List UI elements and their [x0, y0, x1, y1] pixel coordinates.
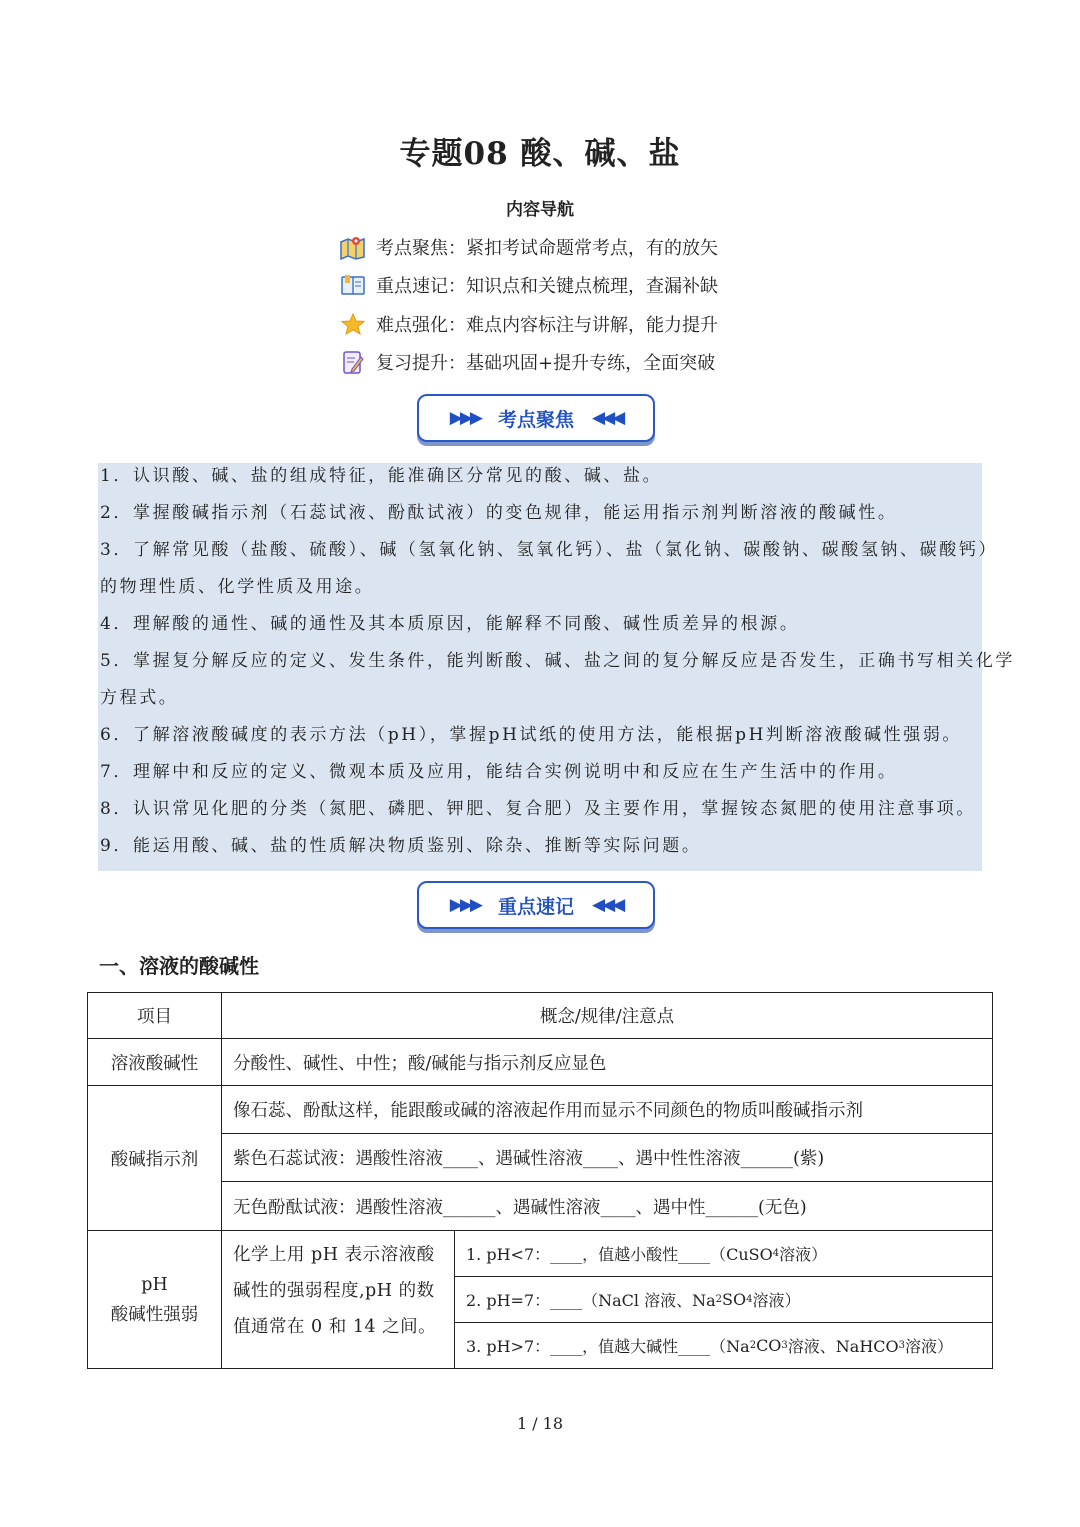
document-title: 专题08 酸、碱、盐 [399, 136, 681, 172]
row-text-acidity: 分酸性、碱性、中性；酸/碱能与指示剂反应显色 [221, 1038, 993, 1086]
objective-line: 4．理解酸的通性、碱的通性及其本质原因，能解释不同酸、碱性质差异的根源。 [100, 614, 800, 634]
objective-line: 2．掌握酸碱指示剂（石蕊试液、酚酞试液）的变色规律，能运用指示剂判断溶液的酸碱性。 [100, 503, 898, 523]
star-icon [338, 309, 368, 339]
ph-item-acidic: 1. pH<7：____，值越小酸性____（CuSO 4 溶液） [454, 1230, 993, 1277]
objective-line: 的物理性质、化学性质及用途。 [100, 577, 375, 597]
objective-line: 9．能运用酸、碱、盐的性质解决物质鉴别、除杂、推断等实际问题。 [100, 836, 702, 856]
book-icon [338, 270, 368, 300]
ph-item-neutral: 2. pH=7：____（NaCl 溶液、Na 2 SO 4 溶液） [454, 1276, 993, 1323]
page-number: 1 / 18 [516, 1414, 564, 1433]
ph-note: 化学上用 pH 表示溶液酸碱性的强弱程度,pH 的数值通常在 0 和 14 之间。 [221, 1230, 455, 1369]
section-banner-notes [417, 881, 655, 929]
objective-line: 1．认识酸、碱、盐的组成特征，能准确区分常见的酸、碱、盐。 [100, 466, 663, 486]
table-header-item: 项目 [87, 992, 222, 1039]
indicator-definition: 像石蕊、酚酞这样，能跟酸或碱的溶液起作用而显示不同颜色的物质叫酸碱指示剂 [221, 1085, 993, 1134]
nav-item-focus [338, 228, 758, 266]
acidity-table [87, 992, 993, 1369]
nav-item-text: 难点强化：难点内容标注与讲解，能力提升 [376, 314, 718, 336]
arrows-right-icon: ▶▶▶ [449, 895, 480, 915]
objective-line: 5．掌握复分解反应的定义、发生条件，能判断酸、碱、盐之间的复分解反应是否发生，正确书写相关化学 [100, 651, 1016, 671]
row-label-indicator: 酸碱指示剂 [87, 1085, 222, 1231]
nav-item-text: 重点速记：知识点和关键点梳理，查漏补缺 [376, 276, 718, 298]
content-navigation-list [338, 228, 758, 381]
objective-line: 方程式。 [100, 688, 179, 708]
phenolphthalein-colors: 无色酚酞试液：遇酸性溶液______、遇碱性溶液____、遇中性______(无色) [221, 1181, 993, 1231]
section-banner-focus [417, 394, 655, 442]
banner-label: 考点聚焦 [497, 408, 574, 431]
ph-item-basic: 3. pH>7：____，值越大碱性____（Na 2 CO 3 溶液、NaHCO 3 溶液） [454, 1322, 993, 1369]
section-heading: 一、溶液的酸碱性 [99, 954, 259, 978]
ph-strength-label: 酸碱性强弱 [110, 1304, 199, 1325]
content-navigation-heading: 内容导航 [506, 200, 574, 220]
arrows-left-icon: ◀◀◀ [592, 895, 623, 915]
nav-item-review [338, 343, 758, 381]
ph-label: pH [141, 1274, 168, 1295]
litmus-colors: 紫色石蕊试液：遇酸性溶液____、遇碱性溶液____、遇中性性溶液______(紫) [221, 1133, 993, 1182]
map-icon [338, 232, 368, 262]
learning-objectives [98, 463, 1016, 871]
edit-icon [338, 347, 368, 377]
objective-line: 3．了解常见酸（盐酸、硫酸）、碱（氢氧化钠、氢氧化钙）、盐（氯化钠、碳酸钠、碳酸氢钠、碳酸钙） [100, 540, 999, 560]
objective-line: 8．认识常见化肥的分类（氮肥、磷肥、钾肥、复合肥）及主要作用，掌握铵态氮肥的使用注意事项。 [100, 799, 976, 819]
table-header-concept: 概念/规律/注意点 [221, 992, 993, 1039]
banner-label: 重点速记 [497, 895, 574, 918]
nav-item-difficulty [338, 305, 758, 343]
nav-item-text: 考点聚焦：紧扣考试命题常考点，有的放矢 [376, 238, 718, 260]
nav-item-text: 复习提升：基础巩固+提升专练，全面突破 [376, 353, 716, 375]
nav-item-notes [338, 266, 758, 304]
row-label-ph [87, 1230, 222, 1369]
arrows-left-icon: ◀◀◀ [592, 408, 623, 428]
objective-line: 6．了解溶液酸碱度的表示方法（pH），掌握pH试纸的使用方法，能根据pH判断溶液酸碱性强弱。 [100, 725, 963, 745]
arrows-right-icon: ▶▶▶ [449, 408, 480, 428]
row-label-acidity: 溶液酸碱性 [87, 1038, 222, 1086]
objective-line: 7．理解中和反应的定义、微观本质及应用，能结合实例说明中和反应在生产生活中的作用。 [100, 762, 898, 782]
